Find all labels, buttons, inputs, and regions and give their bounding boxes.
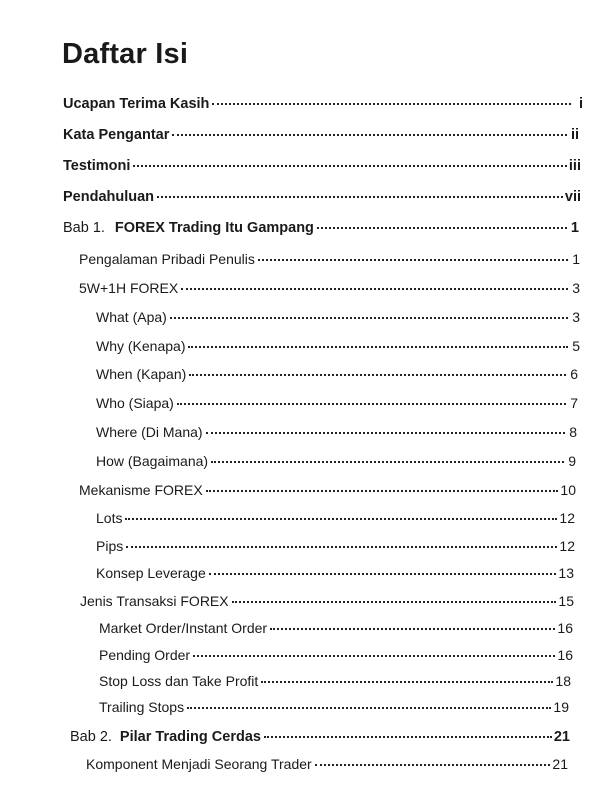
toc-entry[interactable] xyxy=(79,280,580,300)
toc-entry-page: vii xyxy=(564,189,581,205)
dot-leader xyxy=(270,628,555,630)
dot-leader xyxy=(157,196,563,198)
toc-entry[interactable] xyxy=(96,510,575,530)
toc-entry-page: i xyxy=(578,96,583,112)
toc-entry[interactable] xyxy=(99,647,573,667)
toc-chapter-entry[interactable] xyxy=(63,220,579,240)
toc-entry-page: 16 xyxy=(557,620,573,636)
dot-leader xyxy=(206,432,565,434)
toc-entry[interactable] xyxy=(96,366,578,386)
toc-entry-page: ii xyxy=(570,127,579,143)
toc-entry-label: Where (Di Mana) xyxy=(96,424,203,440)
toc-chapter-entry[interactable] xyxy=(70,729,570,749)
toc-entry[interactable] xyxy=(99,699,569,719)
toc-entry[interactable] xyxy=(96,395,578,415)
toc-entry-page: 19 xyxy=(553,699,569,715)
toc-entry-page: iii xyxy=(568,158,581,174)
toc-entry-label: Why (Kenapa) xyxy=(96,338,186,354)
toc-entry-page: 6 xyxy=(570,366,578,382)
toc-entry-page: 10 xyxy=(560,482,576,498)
toc-entry-label: When (Kapan) xyxy=(96,366,187,382)
toc-entry-label: What (Apa) xyxy=(96,309,167,325)
toc-entry-page: 1 xyxy=(572,251,580,267)
toc-entry-page: 21 xyxy=(553,729,570,745)
toc-entry[interactable] xyxy=(99,620,573,640)
toc-entry-page: 9 xyxy=(568,453,576,469)
toc-entry-page: 8 xyxy=(569,424,577,440)
toc-entry-page: 18 xyxy=(555,673,571,689)
toc-entry-label: Kata Pengantar xyxy=(63,127,170,143)
toc-entry[interactable] xyxy=(96,538,575,558)
toc-entry-label: Pending Order xyxy=(99,647,191,663)
toc-entry-page: 12 xyxy=(559,510,575,526)
toc-entry[interactable] xyxy=(99,673,571,693)
toc-entry[interactable] xyxy=(63,96,583,116)
toc-entry[interactable] xyxy=(63,127,579,147)
toc-entry[interactable] xyxy=(86,756,568,776)
dot-leader xyxy=(133,165,567,167)
toc-entry-page: 3 xyxy=(572,280,580,296)
toc-entry-page: 16 xyxy=(557,647,573,663)
toc-entry[interactable] xyxy=(79,482,576,502)
toc-entry-label: How (Bagaimana) xyxy=(96,453,209,469)
dot-leader xyxy=(125,518,557,520)
toc-entry[interactable] xyxy=(80,593,574,613)
chapter-number: Bab 1. xyxy=(63,220,105,236)
toc-entry-label: Stop Loss dan Take Profit xyxy=(99,673,259,689)
dot-leader xyxy=(209,573,557,575)
toc-entry-page: 21 xyxy=(552,756,568,772)
page-title: Daftar Isi xyxy=(62,38,189,70)
toc-entry-label: Pilar Trading Cerdas xyxy=(119,729,261,745)
toc-entry-page: 5 xyxy=(572,338,580,354)
toc-entry[interactable] xyxy=(63,158,581,178)
dot-leader xyxy=(189,374,566,376)
dot-leader xyxy=(258,259,568,261)
dot-leader xyxy=(317,227,567,229)
toc-entry-page: 13 xyxy=(558,565,574,581)
toc-entry[interactable] xyxy=(96,309,580,329)
dot-leader xyxy=(172,134,567,136)
toc-entry-label: Komponent Menjadi Seorang Trader xyxy=(86,756,312,772)
toc-entry-label: Pendahuluan xyxy=(63,189,155,205)
toc-entry[interactable] xyxy=(96,424,577,444)
dot-leader xyxy=(315,764,551,766)
toc-entry-page: 7 xyxy=(570,395,578,411)
dot-leader xyxy=(211,461,564,463)
dot-leader xyxy=(261,681,553,683)
toc-entry-page: 3 xyxy=(572,309,580,325)
dot-leader xyxy=(187,707,551,709)
toc-entry-label: FOREX Trading Itu Gampang xyxy=(114,220,314,236)
toc-entry[interactable] xyxy=(63,189,581,209)
toc-entry[interactable] xyxy=(96,338,580,358)
toc-entry[interactable] xyxy=(96,565,574,585)
dot-leader xyxy=(181,288,568,290)
toc-entry-label: Konsep Leverage xyxy=(96,565,206,581)
toc-entry-page: 12 xyxy=(559,538,575,554)
dot-leader xyxy=(264,736,552,738)
toc-entry-label: Market Order/Instant Order xyxy=(99,620,268,636)
chapter-number: Bab 2. xyxy=(70,729,112,745)
dot-leader xyxy=(212,103,571,105)
dot-leader xyxy=(206,490,559,492)
toc-entry-label: 5W+1H FOREX xyxy=(79,280,179,296)
toc-entry-label: Lots xyxy=(96,510,123,526)
toc-entry-page: 1 xyxy=(570,220,579,236)
toc-entry-label: Who (Siapa) xyxy=(96,395,174,411)
dot-leader xyxy=(188,346,568,348)
toc-entry-label: Pengalaman Pribadi Penulis xyxy=(79,251,255,267)
toc-entry-label: Mekanisme FOREX xyxy=(79,482,203,498)
toc-entry[interactable] xyxy=(96,453,576,473)
dot-leader xyxy=(193,655,555,657)
toc-entry-label: Pips xyxy=(96,538,124,554)
dot-leader xyxy=(170,317,568,319)
toc-entry-label: Trailing Stops xyxy=(99,699,185,715)
dot-leader xyxy=(232,601,557,603)
toc-entry[interactable] xyxy=(79,251,580,271)
dot-leader xyxy=(177,403,566,405)
dot-leader xyxy=(126,546,557,548)
toc-entry-label: Jenis Transaksi FOREX xyxy=(80,593,229,609)
toc-entry-label: Ucapan Terima Kasih xyxy=(63,96,210,112)
toc-entry-page: 15 xyxy=(558,593,574,609)
toc-entry-label: Testimoni xyxy=(63,158,131,174)
